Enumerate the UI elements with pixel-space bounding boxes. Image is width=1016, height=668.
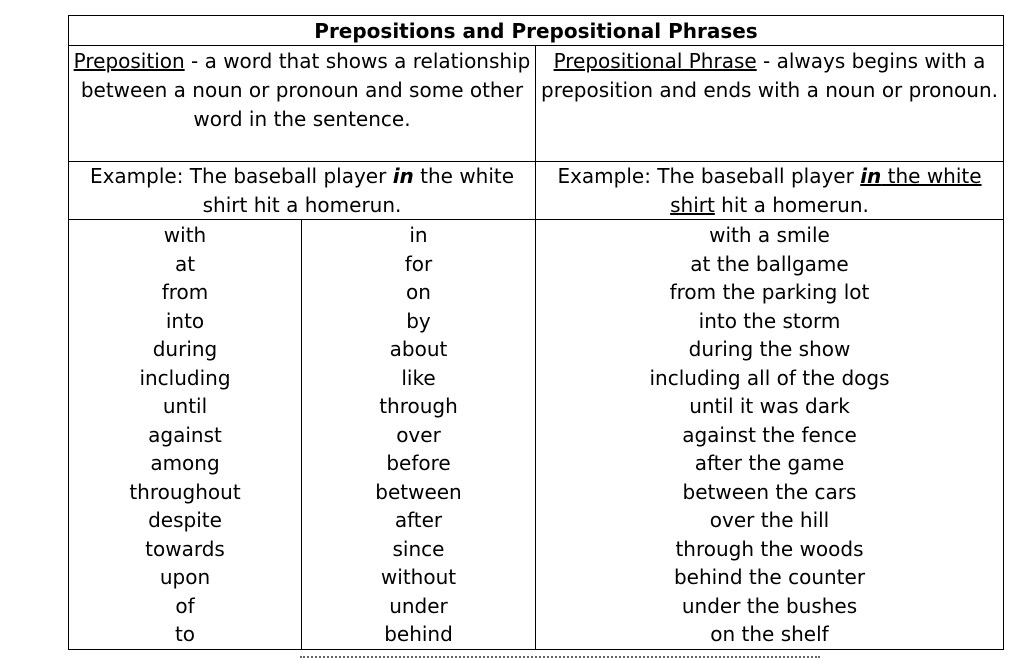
preposition-word: by <box>406 308 431 333</box>
preposition-word: towards <box>145 536 225 561</box>
example-text-start: Example: The baseball player <box>557 164 861 188</box>
cutoff-dotted-line <box>300 656 820 668</box>
prepositional-phrase: until it was dark <box>689 394 850 418</box>
preposition-example <box>69 162 536 219</box>
phrase-example <box>536 162 1003 219</box>
prepositional-phrase: behind the counter <box>673 565 866 589</box>
prepositional-phrase: at the ballgame <box>690 251 849 276</box>
preposition-word: without <box>380 565 457 589</box>
preposition-word: upon <box>159 565 211 589</box>
examples-row <box>69 162 1003 220</box>
preposition-word: of <box>175 593 195 618</box>
preposition-word: in <box>409 223 428 247</box>
preposition-word: among <box>150 451 220 475</box>
preposition-word: despite <box>148 508 222 532</box>
prepositional-phrase-definition-text: - always begins with a preposition and ends with a noun or pronoun. <box>541 49 998 102</box>
preposition-word: during <box>152 337 218 361</box>
phrases-column <box>536 220 1003 649</box>
preposition-word: through <box>379 394 458 418</box>
prepositional-phrase: during the show <box>688 337 851 361</box>
prepositions-column-1 <box>69 220 302 649</box>
table-title: Prepositions and Prepositional Phrases <box>69 16 1003 46</box>
example-preposition-emphasis: in <box>860 164 882 188</box>
preposition-term: Preposition <box>73 49 185 73</box>
example-text-end: the white shirt hit a homerun. <box>202 164 515 217</box>
preposition-definition <box>69 46 536 161</box>
prepositions-worksheet-table <box>68 15 1004 650</box>
prepositional-phrase: into the storm <box>698 308 841 333</box>
preposition-word: until <box>162 394 208 418</box>
preposition-word: into <box>165 308 205 333</box>
preposition-word: since <box>392 536 445 561</box>
prepositional-phrase: through the woods <box>675 536 864 561</box>
preposition-word: throughout <box>129 479 241 504</box>
prepositional-phrase-definition <box>536 46 1003 161</box>
preposition-word: at <box>174 251 196 276</box>
preposition-word: for <box>404 251 433 276</box>
preposition-word: after <box>394 508 443 532</box>
prepositional-phrase: under the bushes <box>681 593 858 618</box>
preposition-word: over <box>396 422 441 447</box>
prepositional-phrase: from the parking lot <box>669 280 870 304</box>
preposition-word: with <box>163 223 207 247</box>
preposition-word: like <box>401 365 436 390</box>
prepositions-column-2 <box>302 220 536 649</box>
prepositional-phrase: between the cars <box>682 479 857 504</box>
example-text-start: Example: The baseball player <box>89 164 393 188</box>
preposition-word: to <box>174 622 196 646</box>
word-lists-row <box>69 220 1003 649</box>
preposition-word: including <box>139 365 231 390</box>
example-text-end: hit a homerun. <box>714 193 869 217</box>
prepositional-phrase: on the shelf <box>710 622 829 646</box>
preposition-word: about <box>389 337 448 361</box>
preposition-word: on <box>406 280 431 304</box>
preposition-word: between <box>375 479 462 504</box>
preposition-word: under <box>389 593 448 618</box>
preposition-definition-text: - a word that shows a relationship between a noun or pronoun and some other word in the sentence. <box>80 49 531 131</box>
prepositional-phrase: over the hill <box>709 508 830 532</box>
preposition-word: from <box>161 280 209 304</box>
preposition-word: before <box>386 451 451 475</box>
definitions-row <box>69 46 1003 162</box>
example-phrase-underlined: the white shirt <box>670 164 982 217</box>
preposition-word: behind <box>384 622 453 646</box>
prepositional-phrase: against the fence <box>682 422 857 447</box>
example-preposition-emphasis: in <box>392 164 414 188</box>
prepositional-phrase: including all of the dogs <box>649 365 890 390</box>
prepositional-phrase: with a smile <box>709 223 830 247</box>
preposition-word: against <box>148 422 222 447</box>
prepositional-phrase: after the game <box>694 451 845 475</box>
prepositional-phrase-term: Prepositional Phrase <box>553 49 757 73</box>
